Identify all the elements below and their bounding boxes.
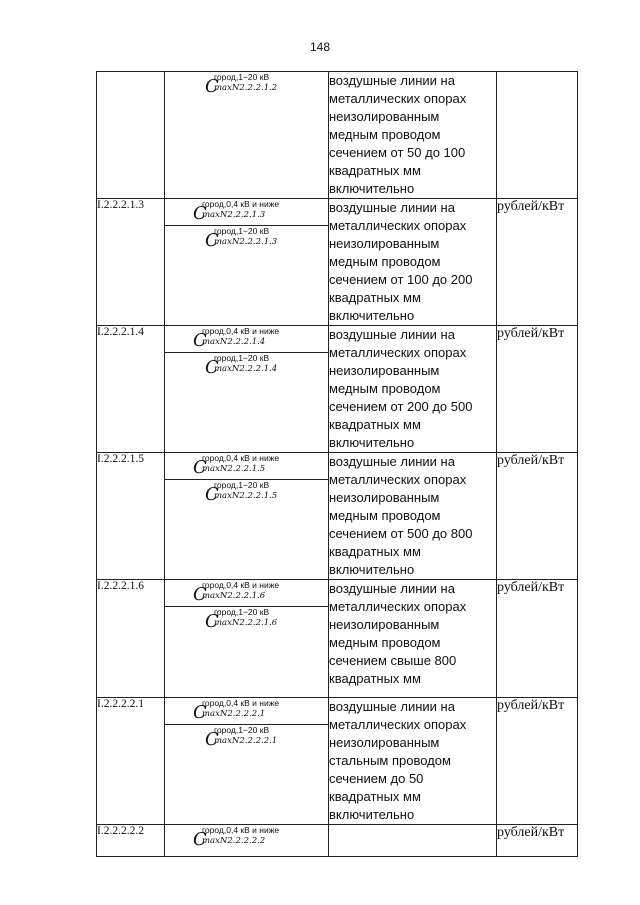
unit-cell: рублей/кВт [497, 825, 578, 857]
description-line: металлических опорах [329, 472, 467, 487]
line-description [329, 580, 497, 698]
formula-superscript: город,0,4 кВ и ниже [202, 326, 280, 336]
description-line: сечением от 200 до 500 [329, 399, 473, 414]
description-line: воздушные линии на [329, 581, 455, 596]
description-line: сечением от 500 до 800 [329, 526, 473, 541]
description-line: воздушные линии на [329, 327, 455, 342]
line-description [329, 825, 497, 857]
formula-subscript: maxN2.2.2.1.6 [202, 591, 266, 601]
description-line: неизолированным [329, 617, 440, 632]
formula-cell [165, 199, 329, 326]
table-row [97, 825, 578, 857]
formula-letter: C [193, 203, 207, 224]
rate-formula [165, 724, 328, 751]
row-code: I.2.2.2.1.4 [97, 326, 165, 453]
description-line: включительно [329, 807, 415, 822]
description-line: квадратных мм [329, 544, 421, 559]
row-code: I.2.2.2.1.5 [97, 453, 165, 580]
formula-cell [165, 453, 329, 580]
formula-superscript: город,0,4 кВ и ниже [202, 580, 280, 590]
table-row [97, 199, 578, 326]
formula-subscript: maxN2.2.2.1.4 [202, 337, 266, 347]
formula-subscript: maxN2.2.2.1.4 [214, 364, 278, 374]
formula-subscript: maxN2.2.2.2.1 [214, 736, 278, 746]
rate-formula [165, 580, 328, 606]
formula-letter: C [193, 330, 207, 351]
description-line: металлических опорах [329, 91, 467, 106]
page-number: 148 [309, 40, 331, 54]
line-description [329, 199, 497, 326]
table-row [97, 580, 578, 698]
rate-formula [165, 199, 328, 225]
tariff-table [96, 71, 578, 857]
formula-subscript: maxN2.2.2.1.5 [214, 491, 278, 501]
formula-cell [165, 580, 329, 698]
formula-subscript: maxN2.2.2.1.5 [202, 464, 266, 474]
formula-superscript: город,1−20 кВ [214, 226, 270, 236]
formula-letter: C [193, 829, 207, 850]
unit-cell: рублей/кВт [497, 326, 578, 453]
description-line: квадратных мм [329, 671, 421, 686]
description-line: воздушные линии на [329, 200, 455, 215]
description-line: сечением свыше 800 [329, 653, 457, 668]
description-line: сечением от 50 до 100 [329, 145, 466, 160]
row-code: I.2.2.2.2.2 [97, 825, 165, 857]
description-line: сечением до 50 [329, 771, 424, 786]
table-row [97, 453, 578, 580]
unit-cell [497, 72, 578, 199]
table-row [97, 698, 578, 825]
description-line: металлических опорах [329, 717, 467, 732]
formula-subscript: maxN2.2.2.2.1 [202, 709, 266, 719]
description-line: медным проводом [329, 127, 441, 142]
row-code [97, 72, 165, 199]
description-line: неизолированным [329, 735, 440, 750]
rate-formula [165, 479, 328, 506]
description-line: медным проводом [329, 254, 441, 269]
formula-letter: C [205, 484, 219, 505]
description-line: неизолированным [329, 109, 440, 124]
unit-cell: рублей/кВт [497, 698, 578, 825]
line-description [329, 72, 497, 199]
formula-superscript: город,1−20 кВ [214, 480, 270, 490]
unit-cell: рублей/кВт [497, 199, 578, 326]
formula-letter: C [193, 584, 207, 605]
description-line: включительно [329, 181, 415, 196]
formula-superscript: город,0,4 кВ и ниже [202, 698, 280, 708]
rate-formula [165, 225, 328, 252]
rate-formula [165, 352, 328, 379]
description-line: квадратных мм [329, 417, 421, 432]
description-line: неизолированным [329, 363, 440, 378]
formula-letter: C [205, 611, 219, 632]
description-line: металлических опорах [329, 218, 467, 233]
description-line: квадратных мм [329, 163, 421, 178]
description-line: медным проводом [329, 508, 441, 523]
unit-cell: рублей/кВт [497, 580, 578, 698]
description-line: металлических опорах [329, 599, 467, 614]
description-line: медным проводом [329, 381, 441, 396]
rate-formula [165, 698, 328, 724]
formula-letter: C [205, 357, 219, 378]
formula-subscript: maxN2.2.2.2.2 [202, 836, 266, 846]
row-code: I.2.2.2.1.3 [97, 199, 165, 326]
line-description [329, 326, 497, 453]
formula-superscript: город,1−20 кВ [214, 353, 270, 363]
line-description [329, 698, 497, 825]
formula-letter: C [205, 230, 219, 251]
description-line: включительно [329, 435, 415, 450]
formula-letter: C [193, 702, 207, 723]
formula-superscript: город,1−20 кВ [214, 607, 270, 617]
formula-superscript: город,0,4 кВ и ниже [202, 199, 280, 209]
formula-subscript: maxN2.2.2.1.6 [214, 618, 278, 628]
formula-letter: C [205, 76, 219, 97]
rate-formula [165, 326, 328, 352]
rate-formula [165, 606, 328, 633]
description-line: включительно [329, 308, 415, 323]
unit-cell: рублей/кВт [497, 453, 578, 580]
formula-superscript: город,0,4 кВ и ниже [202, 825, 280, 835]
formula-superscript: город,1−20 кВ [214, 72, 270, 82]
row-code: I.2.2.2.1.6 [97, 580, 165, 698]
formula-subscript: maxN2.2.2.1.3 [214, 237, 278, 247]
description-line: неизолированным [329, 236, 440, 251]
description-line: сечением от 100 до 200 [329, 272, 473, 287]
formula-cell [165, 698, 329, 825]
formula-letter: C [205, 729, 219, 750]
description-line: воздушные линии на [329, 454, 455, 469]
formula-letter: C [193, 457, 207, 478]
rate-formula [165, 453, 328, 479]
formula-superscript: город,0,4 кВ и ниже [202, 453, 280, 463]
description-line: включительно [329, 562, 415, 577]
rate-formula [165, 72, 328, 98]
description-line: стальным проводом [329, 753, 451, 768]
description-line: воздушные линии на [329, 73, 455, 88]
description-line: неизолированным [329, 490, 440, 505]
formula-cell [165, 825, 329, 857]
line-description [329, 453, 497, 580]
description-line: квадратных мм [329, 789, 421, 804]
description-line: квадратных мм [329, 290, 421, 305]
row-code: I.2.2.2.2.1 [97, 698, 165, 825]
formula-subscript: maxN2.2.2.1.2 [214, 83, 278, 93]
description-line: металлических опорах [329, 345, 467, 360]
formula-superscript: город,1−20 кВ [214, 725, 270, 735]
rate-formula [165, 825, 328, 851]
formula-cell [165, 326, 329, 453]
table-row [97, 326, 578, 453]
description-line: медным проводом [329, 635, 441, 650]
description-line: воздушные линии на [329, 699, 455, 714]
table-row [97, 72, 578, 199]
formula-cell [165, 72, 329, 199]
formula-subscript: maxN2.2.2.1.3 [202, 210, 266, 220]
